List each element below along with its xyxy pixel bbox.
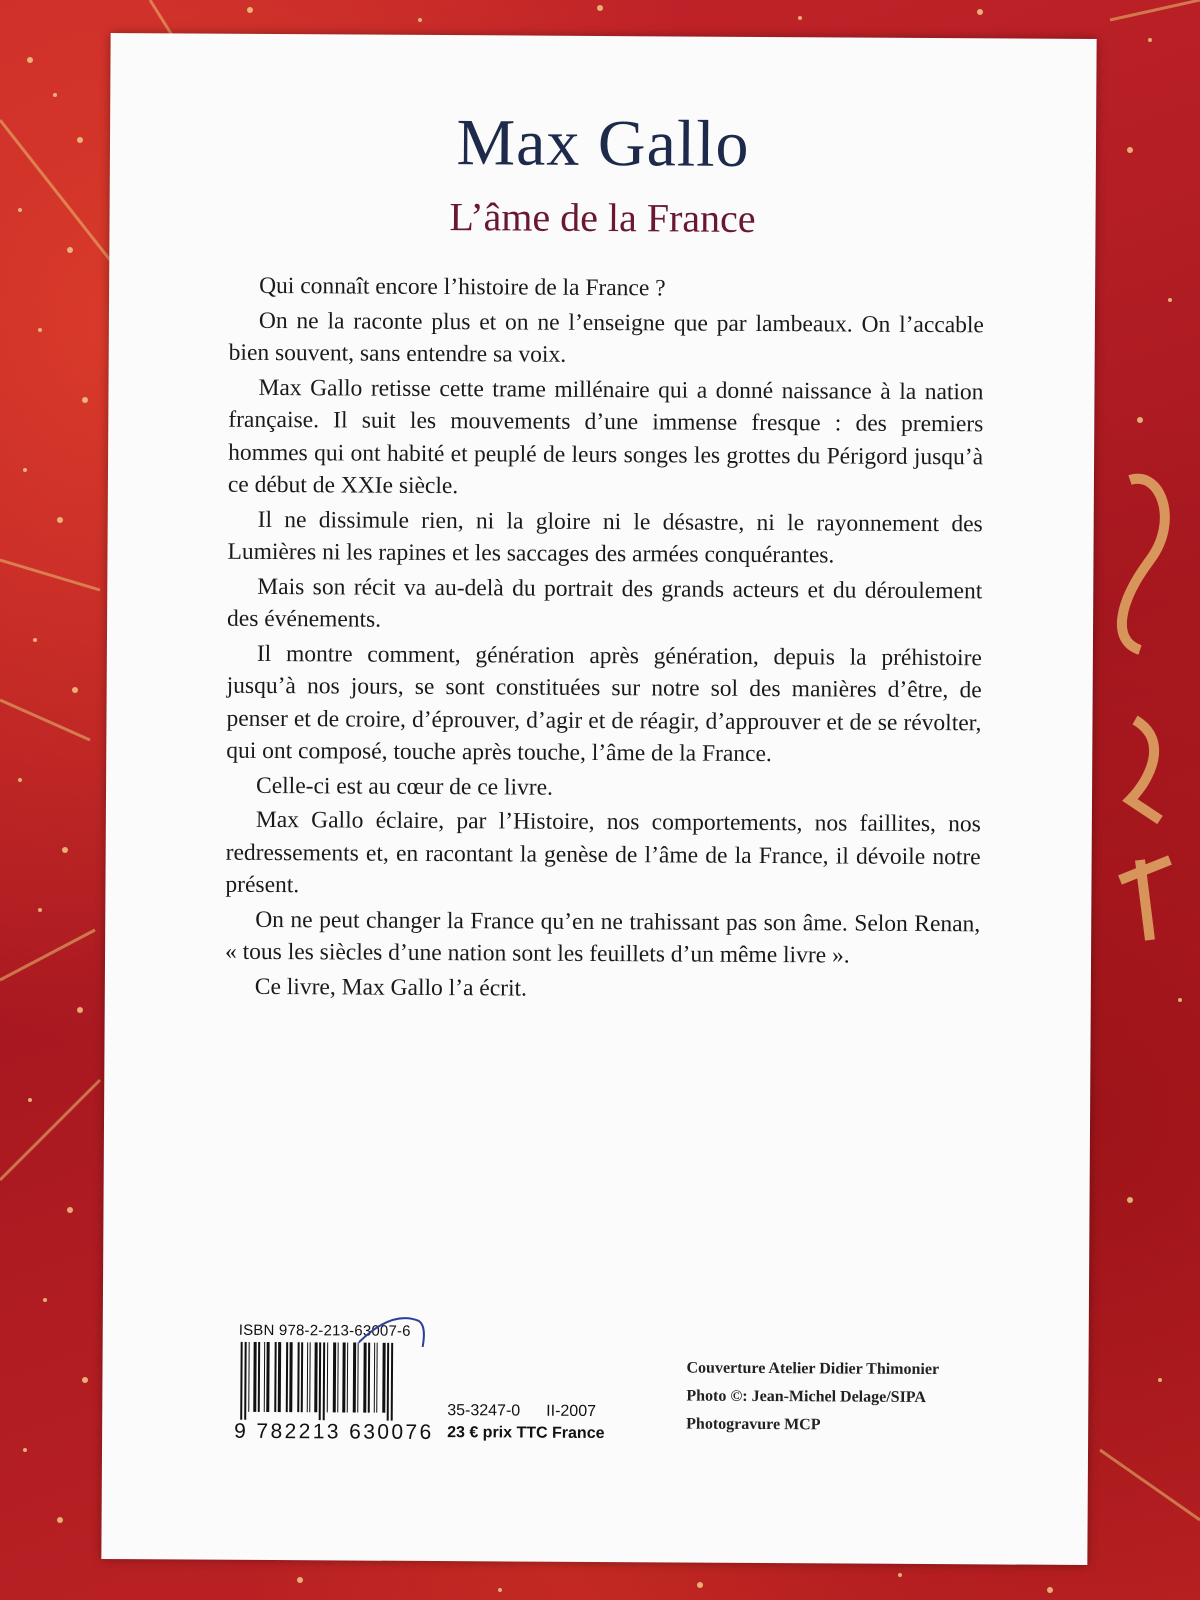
blurb-paragraph: Celle-ci est au cœur de ce livre. xyxy=(255,772,554,801)
barcode-bar xyxy=(274,1342,276,1412)
barcode-bar xyxy=(307,1342,308,1412)
credit-line: Photo ©: Jean-Michel Delage/SIPA xyxy=(686,1387,927,1407)
book-title: L’âme de la France xyxy=(449,194,756,241)
barcode-bar xyxy=(289,1342,292,1412)
blurb-paragraph: On ne la raconte plus et on ne l’enseigne que par lambeaux. On l’accable bien souvent, sans entendre sa voix. xyxy=(228,307,984,368)
price-label: 23 € prix TTC France xyxy=(447,1424,605,1443)
barcode-bar xyxy=(368,1343,370,1413)
ean-digits: 9 782213 630076 xyxy=(234,1419,434,1445)
blurb-text xyxy=(225,270,984,1010)
blurb-paragraph: Il ne dissimule rien, ni la gloire ni le désastre, ni le rayonnement des Lumières ni les rapines et les saccages des armées conquérantes. xyxy=(227,506,983,569)
barcode-bar xyxy=(264,1342,265,1412)
barcode-bar xyxy=(342,1342,345,1412)
barcode-bar xyxy=(337,1342,338,1412)
blurb-paragraph: Max Gallo éclaire, par l’Histoire, nos comportements, nos faillites, nos redressements et, en racontant la genèse de l’âme de la France, il dévoile notre présent. xyxy=(225,806,981,899)
barcode-bar xyxy=(309,1342,310,1412)
blurb-paragraph: Ce livre, Max Gallo l’a écrit. xyxy=(254,973,528,1002)
barcode-bar xyxy=(301,1342,303,1412)
blurb-paragraph: Qui connaît encore l’histoire de la France ? xyxy=(259,272,666,302)
price-block xyxy=(447,1400,605,1445)
blurb-paragraph: Max Gallo retisse cette trame millénaire qui a donné naissance à la nation française. Il suit les mouvements d’une immense fresque : des premiers hommes qui ont habité et peuplé de leurs songes les grottes du Périgord jusqu’à ce début de XXIe siècle. xyxy=(227,374,984,500)
blurb-paragraph: Mais son récit va au-delà du portrait des grands acteurs et du déroulement des événements. xyxy=(227,573,983,633)
barcode-bar xyxy=(391,1343,393,1421)
barcode-bar xyxy=(376,1343,377,1413)
barcode-bar xyxy=(244,1342,246,1420)
barcode-bar xyxy=(323,1342,325,1420)
barcode-bar xyxy=(382,1343,385,1413)
catalog-code: 35-3247-0 xyxy=(447,1402,521,1420)
barcode-bar xyxy=(286,1342,288,1412)
blurb-paragraph: Il montre comment, génération après génération, depuis la préhistoire jusqu’à nos jours, se sont constituées sur notre sol des manières d’être, de penser et de croire, d’éprouver, d’agir et de réagir, d’approuver et de se révolter, qui ont composé, touche après touche, l’âme de la France. xyxy=(226,640,982,768)
isbn-label: ISBN 978-2-213-63007-6 xyxy=(238,1321,411,1340)
credits xyxy=(686,1355,939,1441)
barcode-bar xyxy=(374,1343,375,1413)
barcode-bar xyxy=(333,1342,336,1412)
barcode-bar xyxy=(253,1342,256,1412)
barcode-bar xyxy=(327,1342,328,1412)
barcode-bar xyxy=(347,1342,348,1412)
book-back-cover xyxy=(101,33,1096,1565)
author-name: Max Gallo xyxy=(456,106,750,181)
barcode-bar xyxy=(363,1343,366,1413)
barcode-bar xyxy=(387,1343,389,1421)
barcode-bar xyxy=(353,1343,356,1413)
credit-line: Photogravure MCP xyxy=(686,1415,821,1434)
pen-scribble xyxy=(359,1313,429,1353)
barcode-bar xyxy=(319,1342,321,1420)
blurb-paragraph: On ne peut changer la France qu’en ne trahissant pas son âme. Selon Renan, « tous les siècles d’une nation sont les feuillets d’un même livre ». xyxy=(224,906,981,969)
edition-code: II-2007 xyxy=(546,1402,597,1420)
barcode-bar xyxy=(357,1343,358,1413)
barcode-bar xyxy=(278,1342,281,1412)
barcode-bar xyxy=(314,1342,317,1412)
barcode-bar xyxy=(297,1342,299,1412)
barcode-bar xyxy=(258,1342,260,1412)
barcode-icon xyxy=(234,1342,424,1421)
barcode-bar xyxy=(240,1342,242,1420)
credit-line: Couverture Atelier Didier Thimonier xyxy=(686,1359,940,1379)
barcode-bar xyxy=(248,1342,249,1412)
barcode-bar xyxy=(266,1342,269,1412)
